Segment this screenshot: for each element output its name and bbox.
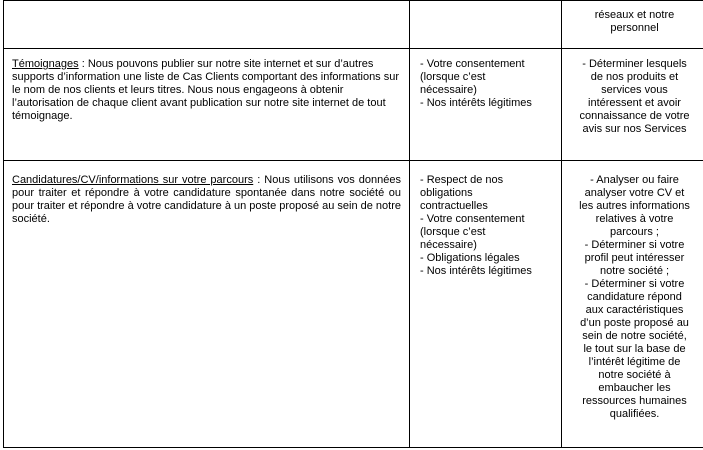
objective-line: intéressent et avoir (588, 97, 681, 109)
purpose-description: : Nous pouvons publier sur notre site internet et sur d’autres supports d’information une liste de Cas Clients comportant des informations sur le nom de nos clients et leurs titres. Nous nous engageons à obtenir l’autorisation de chaque client avant publication sur notre site internet de tout témoignage. (12, 58, 400, 122)
legal-basis-line: - Obligations légales (420, 252, 520, 264)
objectives-cell (562, 161, 703, 448)
purpose-text (4, 161, 409, 226)
legal-basis-line: - Votre consentement (420, 213, 525, 225)
objectives-list (562, 161, 703, 421)
data-processing-table (3, 0, 703, 448)
purpose-cell (4, 49, 410, 161)
legal-basis-line: nécessaire) (420, 239, 477, 251)
legal-basis-line: - Respect de nos (420, 174, 504, 186)
objectives-list (562, 1, 703, 35)
objectives-cell (562, 49, 703, 161)
objective-line: le tout sur la base de (583, 343, 686, 355)
objective-line: qualifiées. (609, 408, 660, 420)
objective-line: avis sur nos Services (582, 123, 687, 135)
purpose-text (4, 49, 409, 123)
objective-line: - Analyser ou faire (590, 174, 679, 186)
objective-line: notre société ; (599, 265, 670, 277)
purpose-cell (4, 161, 410, 448)
legal-basis-list (410, 49, 561, 110)
objective-line: - Déterminer lesquels (582, 58, 687, 70)
objective-line: sein de notre société, (582, 330, 687, 342)
objective-line: connaissance de votre (579, 110, 690, 122)
table-row-temoignages (4, 49, 703, 161)
objective-line: l’intérêt légitime de (588, 356, 681, 368)
objective-line: - Déterminer si votre (584, 239, 685, 251)
objective-line: services vous (601, 84, 668, 96)
objectives-list (562, 49, 703, 136)
purpose-title: Témoignages (12, 58, 79, 70)
objective-line: d’un poste proposé au (580, 317, 689, 329)
table-row-continued (4, 1, 703, 49)
legal-basis-line: (lorsque c’est (420, 226, 486, 238)
legal-basis-line: - Votre consentement (420, 58, 525, 70)
objective-line: personnel (610, 22, 659, 34)
objective-line: parcours ; (610, 226, 659, 238)
objective-line: embaucher les (598, 382, 671, 394)
objective-line: réseaux et notre (594, 9, 675, 21)
legal-basis-line: - Nos intérêts légitimes (420, 97, 532, 109)
legal-basis-cell (410, 1, 562, 49)
legal-basis-line: obligations (420, 187, 473, 199)
objective-line: notre société à (598, 369, 671, 381)
objective-line: candidature répond (587, 291, 682, 303)
purpose-title: Candidatures/CV/informations sur votre parcours (12, 174, 254, 186)
objective-line: profil peut intéresser (584, 252, 685, 264)
objectives-cell (562, 1, 703, 49)
legal-basis-line: nécessaire) (420, 84, 477, 96)
legal-basis-cell (410, 49, 562, 161)
legal-basis-list (410, 161, 561, 278)
legal-basis-line: contractuelles (420, 200, 488, 212)
purpose-cell (4, 1, 410, 49)
legal-basis-line: (lorsque c’est (420, 71, 486, 83)
objective-line: aux caractéristiques (585, 304, 684, 316)
objective-line: relatives à votre (595, 213, 674, 225)
table-row-candidatures (4, 161, 703, 448)
objective-line: ressources humaines (582, 395, 687, 407)
objective-line: - Déterminer si votre (584, 278, 685, 290)
legal-basis-line: - Nos intérêts légitimes (420, 265, 532, 277)
legal-basis-cell (410, 161, 562, 448)
objective-line: analyser votre CV et (584, 187, 685, 199)
objective-line: de nos produits et (590, 71, 679, 83)
purpose-description: : Nous utilisons vos données pour traiter et répondre à votre candidature spontanée dans notre société ou pour traiter et répondre à votre candidature à un poste proposé au sein de notre société. (12, 174, 401, 225)
objective-line: les autres informations (579, 200, 690, 212)
